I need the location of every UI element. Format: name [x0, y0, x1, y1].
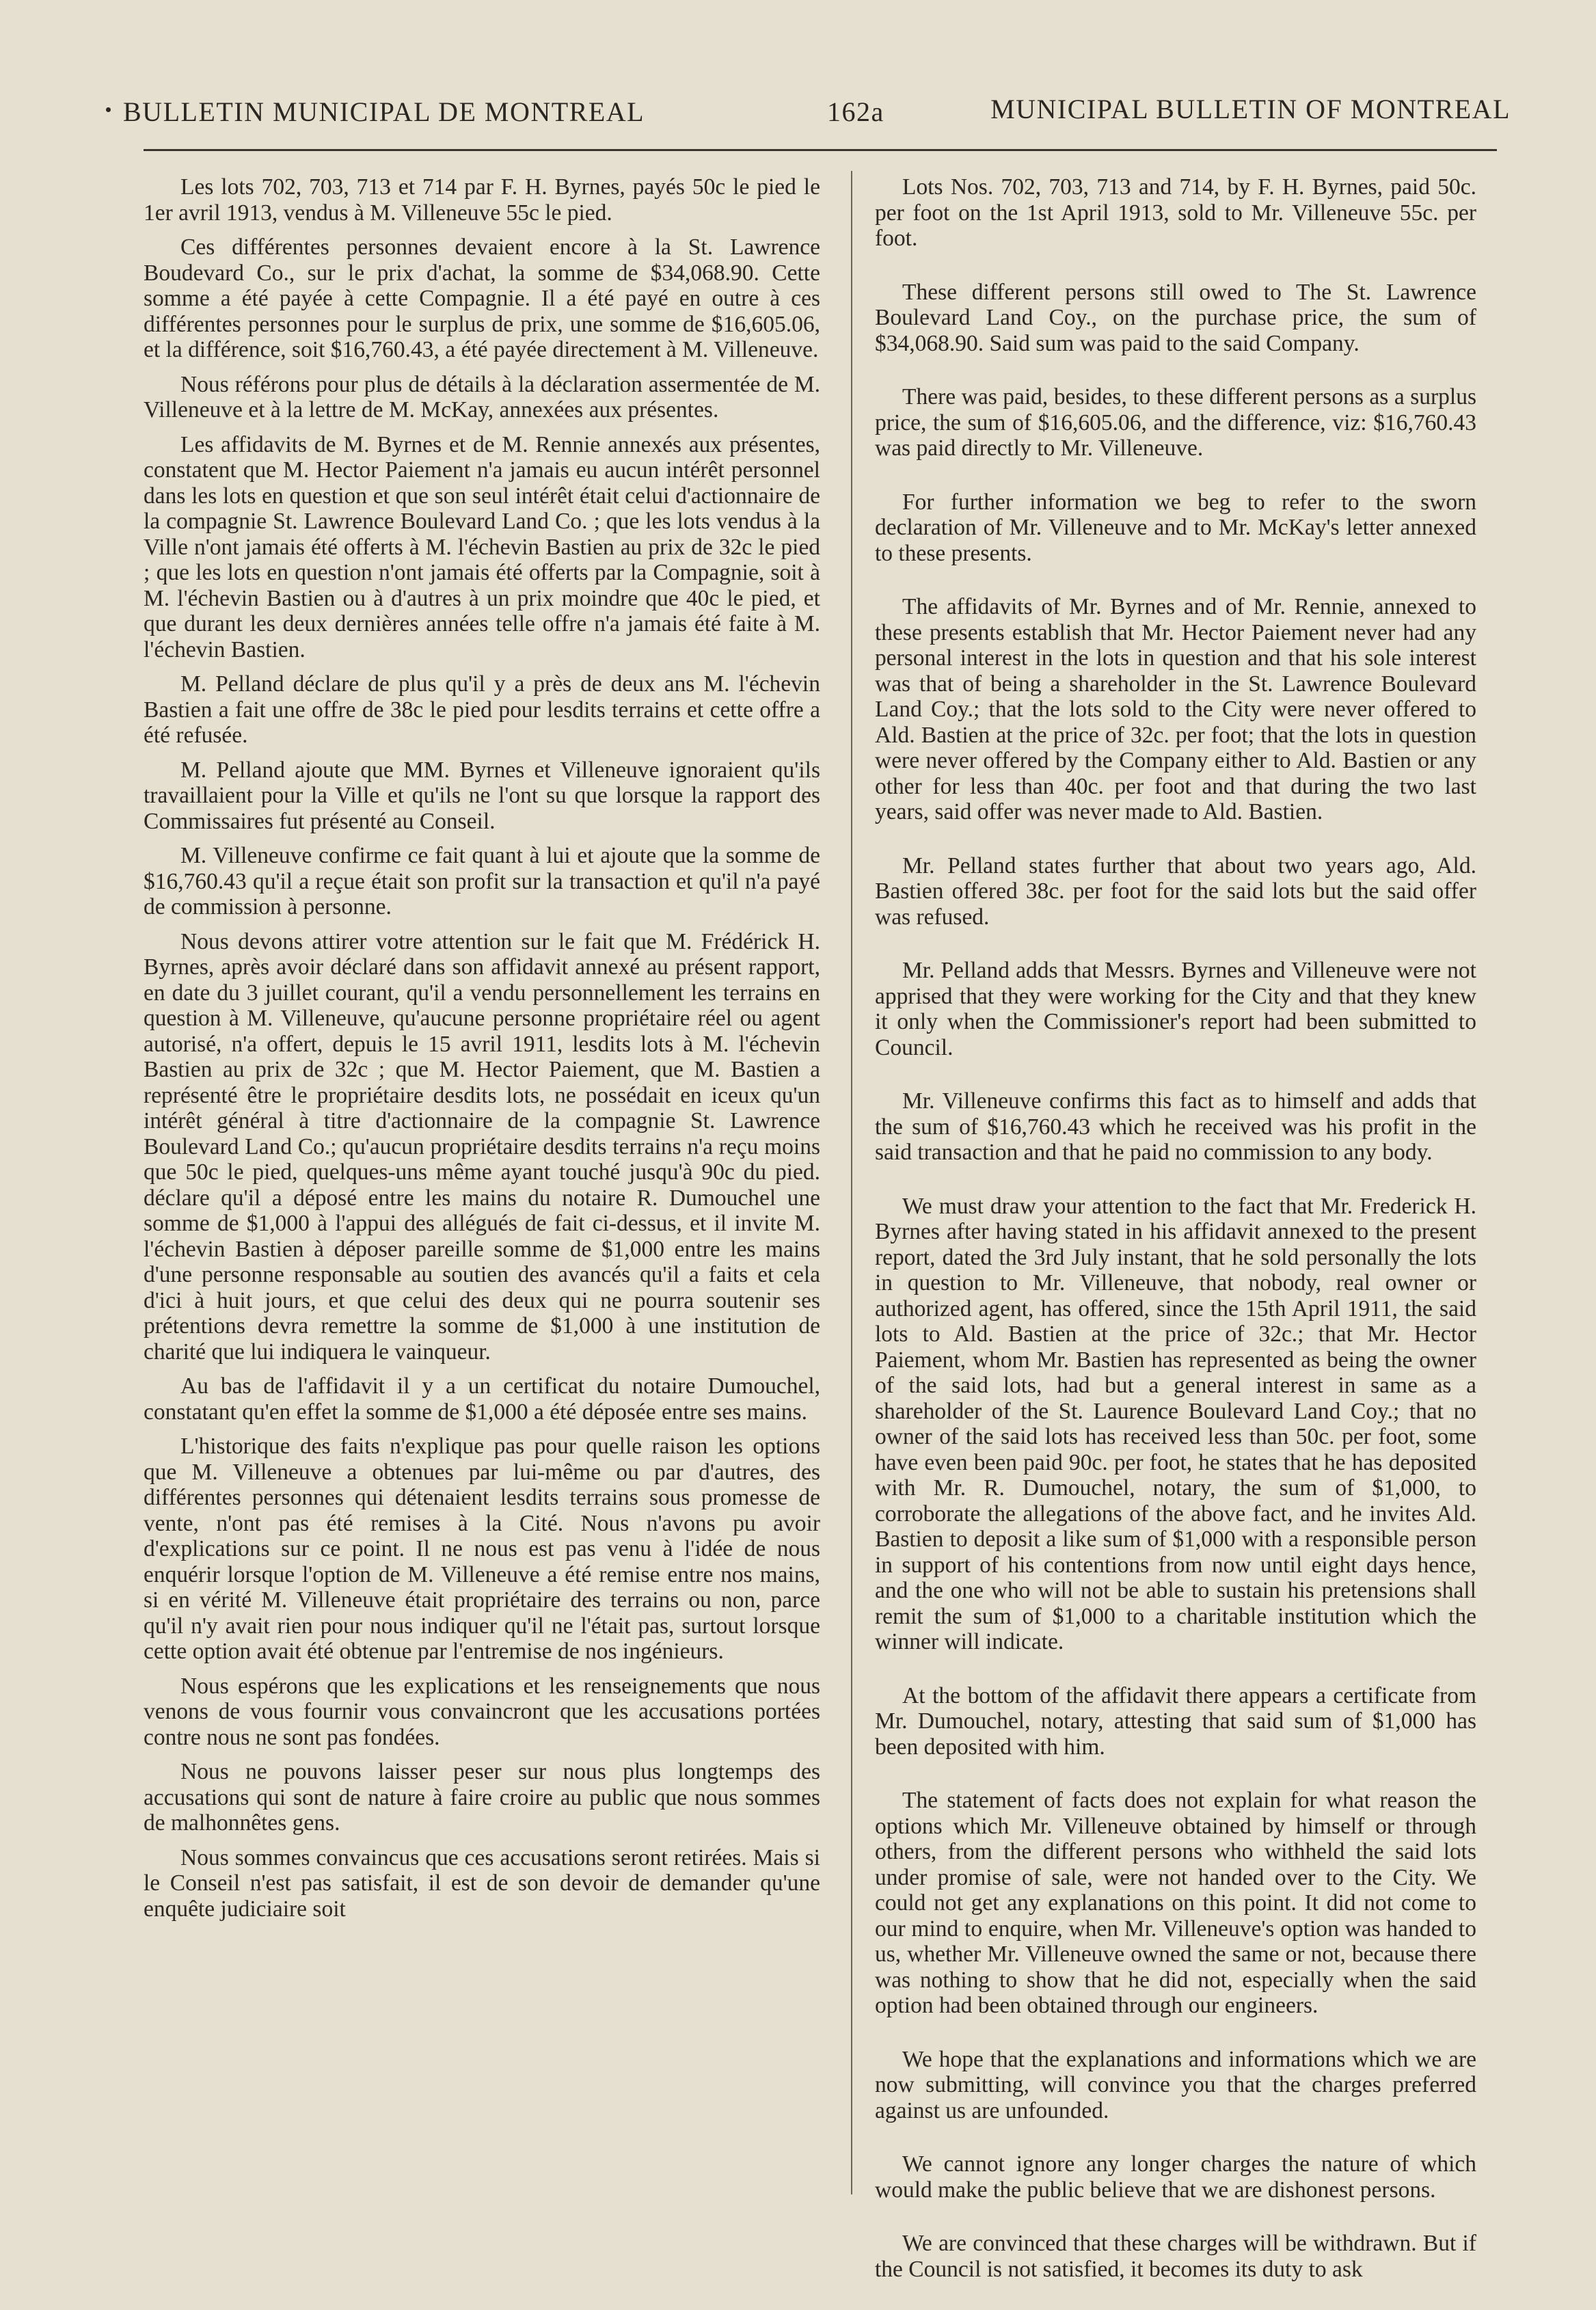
english-paragraph: Lots Nos. 702, 703, 713 and 714, by F. H. Byrnes, paid 50c. per foot on the 1st April 1913, sold to Mr. Villeneuve 55c. per foot. — [875, 174, 1476, 251]
french-paragraph: Nous sommes convaincus que ces accusations seront retirées. Mais si le Conseil n'est pas satisfait, il est de son devoir de demander qu'une enquête judiciaire soit — [144, 1844, 820, 1922]
english-paragraph: Mr. Pelland states further that about two years ago, Ald. Bastien offered 38c. per foot for the said lots but the said offer was refused. — [875, 852, 1476, 930]
page-header — [123, 89, 1524, 130]
english-paragraph: We cannot ignore any longer charges the nature of which would make the public believe that we are dishonest persons. — [875, 2151, 1476, 2203]
french-paragraph: Au bas de l'affidavit il y a un certificat du notaire Dumouchel, constatant qu'en effet la somme de $1,000 a été déposée entre ses mains. — [144, 1373, 820, 1425]
english-paragraph: For further information we beg to refer to the sworn declaration of Mr. Villeneuve and to Mr. McKay's letter annexed to these presents. — [875, 489, 1476, 566]
header-title-english: MUNICIPAL BULLETIN OF MONTREAL — [990, 94, 1511, 124]
french-paragraph: Nous référons pour plus de détails à la déclaration assermentée de M. Villeneuve et à la lettre de M. McKay, annexées aux présentes. — [144, 371, 820, 422]
french-paragraph: M. Pelland ajoute que MM. Byrnes et Villeneuve ignoraient qu'ils travaillaient pour la Ville et qu'ils ne l'ont su que lorsque la rapport des Commissaires fut présenté au Conseil. — [144, 757, 820, 834]
french-paragraph: Nous espérons que les explications et les renseignements que nous venons de vous fournir vous convaincront que les accusations portées contre nous ne sont pas fondées. — [144, 1673, 820, 1750]
french-paragraph: Les lots 702, 703, 713 et 714 par F. H. Byrnes, payés 50c le pied le 1er avril 1913, vendus à M. Villeneuve 55c le pied. — [144, 174, 820, 226]
english-paragraph: The affidavits of Mr. Byrnes and of Mr. Rennie, annexed to these presents establish that Mr. Hector Paiement never had any personal interest in the lots in question and that his sole interest was that of being a shareholder in the St. Lawrence Boulevard Land Coy.; that the lots sold to the City were never offered to Ald. Bastien at the price of 32c. per foot; that the lots in question were never offered by the Company either to Ald. Bastien or any other for less than 40c. per foot and that during the two last years, said offer was never made to Ald. Bastien. — [875, 594, 1476, 824]
english-paragraph: At the bottom of the affidavit there appears a certificate from Mr. Dumouchel, notary, attesting that said sum of $1,000 has been deposited with him. — [875, 1682, 1476, 1760]
english-paragraph: We are convinced that these charges will be withdrawn. But if the Council is not satisfied, it becomes its duty to ask — [875, 2231, 1476, 2282]
column-divider — [851, 171, 852, 2194]
header-bullet — [106, 107, 111, 112]
header-rule — [144, 149, 1497, 151]
french-paragraph: M. Pelland déclare de plus qu'il y a près de deux ans M. l'échevin Bastien a fait une offre de 38c le pied pour lesdits terrains et cette offre a été refusée. — [144, 671, 820, 748]
english-paragraph: There was paid, besides, to these different persons as a surplus price, the sum of $16,605.06, and the difference, viz: $16,760.43 was paid directly to Mr. Villeneuve. — [875, 384, 1476, 461]
page-number: 162a — [827, 96, 884, 127]
french-column — [144, 174, 820, 1931]
english-paragraph: We hope that the explanations and informations which we are now submitting, will convince you that the charges preferred against us are unfounded. — [875, 2046, 1476, 2123]
french-paragraph: L'historique des faits n'explique pas pour quelle raison les options que M. Villeneuve a obtenues par lui-même ou par d'autres, des différentes personnes qui détenaient lesdits terrains sous promesse de vente, n'ont pas été remises à la Cité. Nous n'avons pu avoir d'explications sur ce point. Il ne nous est pas venu à l'idée de nous enquérir lorsque l'option de M. Villeneuve a été remise entre nos mains, si en vérité M. Villeneuve était propriétaire des terrains ou non, parce qu'il n'y avait rien pour nous indiquer qu'il ne l'était pas, surtout lorsque cette option avait été obtenue par l'entremise de nos ingénieurs. — [144, 1434, 820, 1664]
french-paragraph: Les affidavits de M. Byrnes et de M. Rennie annexés aux présentes, constatent que M. Hector Paiement n'a jamais eu aucun intérêt personnel dans les lots en question et que son seul intérêt était celui d'actionnaire de la compagnie St. Lawrence Boulevard Land Co. ; que les lots vendus à la Ville n'ont jamais été offerts à M. l'échevin Bastien au prix de 32c le pied ; que les lots en question n'ont jamais été offerts par la Compagnie, soit à M. l'échevin Bastien ou à d'autres à un prix moindre que 40c le pied, et que durant les deux dernières années telle offre n'a jamais été faite à M. l'échevin Bastien. — [144, 431, 820, 662]
english-paragraph: Mr. Pelland adds that Messrs. Byrnes and Villeneuve were not apprised that they were working for the City and that they knew it only when the Commissioner's report had been submitted to Council. — [875, 958, 1476, 1060]
header-title-french: BULLETIN MUNICIPAL DE MONTREAL — [123, 96, 645, 127]
english-paragraph: Mr. Villeneuve confirms this fact as to himself and adds that the sum of $16,760.43 which he received was his profit in the said transaction and that he paid no commission to any body. — [875, 1088, 1476, 1165]
french-paragraph: M. Villeneuve confirme ce fait quant à lui et ajoute que la somme de $16,760.43 qu'il a reçue était son profit sur la transaction et qu'il n'a payé de commission à personne. — [144, 843, 820, 919]
english-paragraph: The statement of facts does not explain for what reason the options which Mr. Villeneuve obtained by himself or through others, from the different persons who withheld the said lots under promise of sale, were not handed over to the City. We could not get any explanations on this point. It did not come to our mind to enquire, when Mr. Villeneuve's option was handed to us, whether Mr. Villeneuve owned the same or not, because there was nothing to show that he did not, especially when the said option had been obtained through our engineers. — [875, 1788, 1476, 2018]
english-paragraph: These different persons still owed to The St. Lawrence Boulevard Land Coy., on the purchase price, the sum of $34,068.90. Said sum was paid to the said Company. — [875, 279, 1476, 356]
english-column — [875, 174, 1476, 2310]
english-paragraph: We must draw your attention to the fact that Mr. Frederick H. Byrnes after having stated in his affidavit annexed to the present report, dated the 3rd July instant, that he sold personally the lots in question to Mr. Villeneuve, that nobody, real owner or authorized agent, has offered, since the 15th April 1911, the said lots to Ald. Bastien at the price of 32c.; that Mr. Hector Paiement, whom Mr. Bastien has represented as being the owner of the said lots, had but a general interest in same as a shareholder of the St. Laurence Boulevard Land Coy.; that no owner of the said lots has received less than 50c. per foot, some have even been paid 90c. per foot, he states that he has deposited with Mr. R. Dumouchel, notary, the sum of $1,000, to corroborate the allegations of the above fact, and he invites Ald. Bastien to deposit a like sum of $1,000 with a responsible person in support of his contentions from now until eight days hence, and the one who will not be able to sustain his pretensions shall remit the sum of $1,000 to a charitable institution which the winner will indicate. — [875, 1193, 1476, 1654]
french-paragraph: Nous ne pouvons laisser peser sur nous plus longtemps des accusations qui sont de nature à faire croire au public que nous sommes de malhonnêtes gens. — [144, 1759, 820, 1836]
french-paragraph: Nous devons attirer votre attention sur le fait que M. Frédérick H. Byrnes, après avoir déclaré dans son affidavit annexé au présent rapport, en date du 3 juillet courant, qu'il a vendu personnellement les terrains en question à M. Villeneuve, qu'aucune personne propriétaire réel ou agent autorisé, n'a offert, depuis le 15 avril 1911, lesdits lots à M. l'échevin Bastien au prix de 32c ; que M. Hector Paiement, que M. Bastien a représenté être le propriétaire desdits lots, ne possédait en iceux qu'un intérêt général à titre d'actionnaire de la compagnie St. Lawrence Boulevard Land Co.; qu'aucun propriétaire desdits terrains n'a reçu moins que 50c le pied, quelques-uns même ayant touché jusqu'à 90c du pied. déclare qu'il a déposé entre les mains du notaire R. Dumouchel une somme de $1,000 à l'appui des allégués de fait ci-dessus, et il invite M. l'échevin Bastien à déposer pareille somme de $1,000 entre les mains d'une personne responsable au soutien des avancés qu'il a faits et cela d'ici à huit jours, et que celui des deux qui ne pourra soutenir ses prétentions devra remettre la somme de $1,000 à une institution de charité que lui indiquera le vainqueur. — [144, 928, 820, 1365]
french-paragraph: Ces différentes personnes devaient encore à la St. Lawrence Boudevard Co., sur le prix d'achat, la somme de $34,068.90. Cette somme a été payée à cette Compagnie. Il a été payé en outre à ces différentes personnes pour le surplus de prix, une somme de $16,605.06, et la différence, soit $16,760.43, a été payée directement à M. Villeneuve. — [144, 234, 820, 362]
